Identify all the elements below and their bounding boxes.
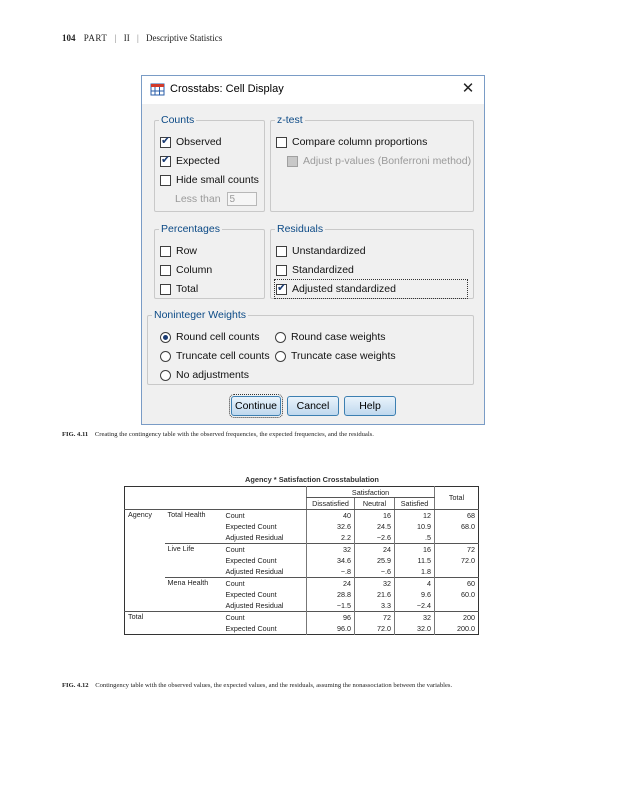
table-cell: 34.6 (307, 555, 355, 566)
table-row (125, 578, 479, 589)
column-header: Neutral (355, 498, 395, 509)
total-check-box[interactable] (160, 284, 171, 295)
no-adjustments-radio-button[interactable] (160, 370, 171, 381)
table-cell: 28.8 (307, 589, 355, 600)
round-case-weights-radio[interactable] (275, 329, 386, 345)
dialog-title: Crosstabs: Cell Display (170, 83, 284, 95)
running-head: 104 PART | II | Descriptive Statistics (62, 33, 223, 43)
table-cell: 12 (395, 509, 435, 520)
hide-small-counts-label: Hide small counts (176, 174, 259, 186)
fig-4-11-caption (62, 431, 374, 438)
table-cell (435, 532, 479, 543)
unstandardized-label: Unstandardized (292, 245, 366, 257)
cancel-button[interactable]: Cancel (287, 396, 339, 416)
table-cell: 32 (355, 578, 395, 589)
adjust-p-values-checkbox[interactable] (287, 153, 471, 169)
column-header: Dissatisfied (307, 498, 355, 509)
table-cell: −2.6 (355, 532, 395, 543)
table-cell: 60 (435, 578, 479, 589)
observed-check-box[interactable] (160, 137, 171, 148)
less-than-input[interactable]: 5 (227, 192, 257, 206)
column-percentage-checkbox[interactable] (160, 262, 212, 278)
table-cell: 96.0 (307, 623, 355, 634)
table-row (125, 509, 479, 520)
row-label: Row (176, 245, 198, 257)
percentages-group-label: Percentages (161, 223, 220, 235)
row-group-label: Mena Health (165, 578, 223, 612)
table-cell: 3.3 (355, 600, 395, 611)
total-label: Total (176, 283, 199, 295)
counts-group-label: Counts (161, 114, 195, 126)
fig-4-12-label: FIG. 4.12 (62, 682, 89, 689)
statistic-label: Count (223, 578, 307, 589)
table-cell: 25.9 (355, 555, 395, 566)
counts-group (154, 114, 265, 212)
statistic-label: Adjusted Residual (225, 601, 284, 611)
noninteger-weights-group (147, 309, 474, 385)
row-group-label: Total Health (167, 509, 206, 519)
table-cell: 9.6 (395, 589, 435, 600)
fig-4-11-text: Creating the contingency table with the observed frequencies, the expected frequencies, and the residuals. (94, 431, 374, 438)
table-cell: 40 (307, 509, 355, 520)
truncate-cell-counts-label: Truncate cell counts (176, 350, 270, 362)
table-cell: 32 (307, 543, 355, 554)
table-cell: 72.0 (355, 623, 395, 634)
compare-column-proportions-checkbox[interactable] (276, 134, 427, 150)
row-group-label: Live Life (165, 543, 223, 577)
table-cell: 24.5 (355, 521, 395, 532)
no-adjustments-radio[interactable] (160, 367, 249, 383)
crosstab-table (124, 486, 479, 635)
statistic-label: Count (223, 543, 307, 554)
no-adjustments-label: No adjustments (176, 369, 249, 381)
observed-label: Observed (176, 136, 222, 148)
crosstabs-cell-display-dialog (141, 75, 485, 425)
statistic-label: Count (225, 510, 245, 520)
table-cell (435, 600, 479, 611)
statistic-label: Expected Count (225, 624, 277, 634)
table-cell: 24 (355, 543, 395, 554)
hide-small-counts-check-box[interactable] (160, 175, 171, 186)
percentages-group (154, 223, 265, 299)
table-cell: −2.4 (395, 600, 435, 611)
standardized-checkbox[interactable] (276, 262, 354, 278)
table-cell (435, 566, 479, 577)
residuals-group (270, 223, 474, 299)
row-percentage-checkbox[interactable] (160, 243, 197, 259)
total-percentage-checkbox[interactable] (160, 281, 198, 297)
table-cell: 68.0 (435, 521, 479, 532)
crosstab-title: Agency * Satisfaction Crosstabulation (245, 475, 379, 484)
table-cell: 16 (395, 543, 435, 554)
section-title: Descriptive Statistics (146, 33, 223, 43)
table-cell: 72.0 (435, 555, 479, 566)
statistic-label: Adjusted Residual (225, 567, 284, 577)
table-cell: 24 (307, 578, 355, 589)
observed-checkbox[interactable] (160, 134, 222, 150)
adjusted-standardized-check-box[interactable] (276, 284, 287, 295)
truncate-cell-counts-radio-button[interactable] (160, 351, 171, 362)
column-header: Total (435, 487, 479, 510)
statistic-label: Adjusted Residual (225, 533, 284, 542)
fig-4-12-caption (62, 682, 452, 689)
table-cell: 16 (355, 509, 395, 520)
continue-button[interactable]: Continue (231, 396, 281, 416)
table-cell: −1.5 (307, 600, 355, 611)
total-row-label: Total (125, 612, 223, 635)
statistic-label: Expected Count (225, 590, 277, 600)
expected-label: Expected (176, 155, 220, 167)
noninteger-weights-group-label: Noninteger Weights (154, 309, 247, 321)
table-cell: 32.6 (307, 521, 355, 532)
ztest-group (270, 114, 474, 212)
table-cell: 32 (395, 612, 435, 623)
adjust-p-values-check-box[interactable] (287, 156, 298, 167)
truncate-case-weights-label: Truncate case weights (291, 350, 396, 362)
column-label: Column (176, 264, 213, 276)
table-cell: 4 (395, 578, 435, 589)
column-header: Satisfied (395, 498, 435, 509)
table-cell: 96 (307, 612, 355, 623)
table-cell: 21.6 (355, 589, 395, 600)
fig-4-12-text: Contingency table with the observed values, the expected values, and the residuals, assuming the nonassociation between the variables. (95, 682, 453, 689)
statistic-label: Count (223, 612, 307, 623)
row-check-box[interactable] (160, 246, 171, 257)
standardized-check-box[interactable] (276, 265, 287, 276)
statistic-label: Expected Count (225, 521, 277, 531)
crosstabs-app-icon (150, 82, 165, 97)
table-cell: 68 (435, 509, 479, 520)
expected-checkbox[interactable] (160, 153, 220, 169)
unstandardized-checkbox[interactable] (276, 243, 366, 259)
hide-small-counts-checkbox[interactable] (160, 172, 259, 188)
row-variable-label: Agency (128, 509, 152, 519)
truncate-cell-counts-radio[interactable] (160, 348, 270, 364)
part-number: II (123, 33, 130, 43)
help-button[interactable]: Help (344, 396, 396, 416)
table-cell: 200.0 (435, 623, 479, 634)
adjusted-standardized-label: Adjusted standardized (292, 283, 396, 295)
adjust-p-values-label: Adjust p-values (Bonferroni method) (303, 155, 472, 167)
adjusted-standardized-checkbox[interactable] (276, 281, 466, 297)
table-cell: 60.0 (435, 589, 479, 600)
round-case-weights-radio-button[interactable] (275, 332, 286, 343)
page-number: 104 (62, 33, 76, 43)
table-cell: 72 (355, 612, 395, 623)
header-spacer (125, 487, 307, 510)
less-than-row (175, 191, 257, 207)
statistic-label: Expected Count (225, 556, 277, 566)
compare-column-proportions-check-box[interactable] (276, 137, 287, 148)
part-label: PART (83, 33, 108, 43)
table-cell: 11.5 (395, 555, 435, 566)
table-cell: 72 (435, 543, 479, 554)
table-cell: .5 (395, 532, 435, 543)
less-than-label: Less than (175, 193, 221, 205)
fig-4-11-label: FIG. 4.11 (62, 431, 89, 438)
table-row (125, 543, 479, 554)
round-cell-counts-radio[interactable] (160, 329, 259, 345)
truncate-case-weights-radio[interactable] (275, 348, 396, 364)
table-cell: 2.2 (307, 532, 355, 543)
table-row (125, 612, 479, 623)
table-cell: 1.8 (395, 566, 435, 577)
table-cell: 10.9 (395, 521, 435, 532)
truncate-case-weights-radio-button[interactable] (275, 351, 286, 362)
standardized-label: Standardized (292, 264, 354, 276)
round-cell-counts-label: Round cell counts (176, 331, 260, 343)
column-check-box[interactable] (160, 265, 171, 276)
residuals-group-label: Residuals (277, 223, 324, 235)
table-cell: 32.0 (395, 623, 435, 634)
compare-column-proportions-label: Compare column proportions (292, 136, 428, 148)
expected-check-box[interactable] (160, 156, 171, 167)
close-icon[interactable]: ✕ (461, 80, 475, 97)
round-case-weights-label: Round case weights (291, 331, 386, 343)
unstandardized-check-box[interactable] (276, 246, 287, 257)
ztest-group-label: z-test (277, 114, 303, 126)
table-cell: 200 (435, 612, 479, 623)
dialog-titlebar (142, 76, 484, 104)
round-cell-counts-radio-button[interactable] (160, 332, 171, 343)
table-cell: −.8 (307, 566, 355, 577)
group-header: Satisfaction (307, 487, 435, 498)
table-cell: −.6 (355, 566, 395, 577)
table-header-row (125, 487, 479, 498)
